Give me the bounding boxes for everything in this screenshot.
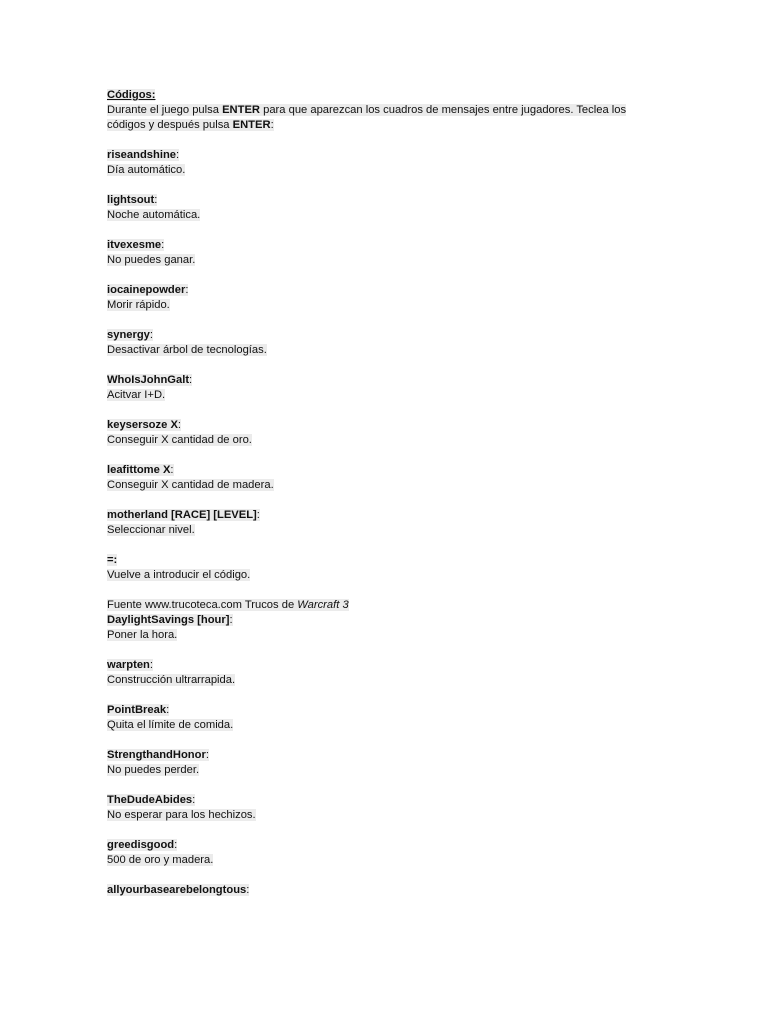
code-description: No esperar para los hechizos. xyxy=(107,809,256,821)
code-name: synergy: xyxy=(107,329,154,341)
source-line: Fuente www.trucoteca.com Trucos de Warcraft 3 xyxy=(107,599,349,611)
code-entry xyxy=(107,328,647,358)
code-description: Quita el límite de comida. xyxy=(107,719,234,731)
code-entry xyxy=(107,508,647,538)
code-description: Construcción ultrarrapida. xyxy=(107,674,236,686)
code-description: Morir rápido. xyxy=(107,299,170,311)
code-name: motherland [RACE] [LEVEL]: xyxy=(107,509,260,521)
code-name: lightsout: xyxy=(107,194,158,206)
code-name: greedisgood: xyxy=(107,839,178,851)
codes-list xyxy=(107,148,647,583)
code-entry xyxy=(107,703,647,733)
code-name: StrengthandHonor: xyxy=(107,749,209,761)
codes-list-continued xyxy=(107,613,647,898)
section-heading: Códigos: xyxy=(107,89,156,101)
code-name: iocainepowder: xyxy=(107,284,189,296)
code-entry xyxy=(107,748,647,778)
code-description: No puedes ganar. xyxy=(107,254,196,266)
code-name: itvexesme: xyxy=(107,239,165,251)
code-entry xyxy=(107,373,647,403)
code-name: =: xyxy=(107,554,118,566)
code-description: Noche automática. xyxy=(107,209,201,221)
code-entry xyxy=(107,238,647,268)
code-name: warpten: xyxy=(107,659,154,671)
code-entry xyxy=(107,148,647,178)
code-entry xyxy=(107,658,647,688)
code-description: Día automático. xyxy=(107,164,186,176)
code-name: allyourbasearebelongtous: xyxy=(107,884,250,896)
code-description: Acitvar I+D. xyxy=(107,389,166,401)
code-name: riseandshine: xyxy=(107,149,180,161)
document-page xyxy=(107,88,647,898)
code-entry xyxy=(107,418,647,448)
code-entry xyxy=(107,838,647,868)
code-entry xyxy=(107,553,647,583)
code-description: Vuelve a introducir el código. xyxy=(107,569,251,581)
code-description: Conseguir X cantidad de oro. xyxy=(107,434,252,446)
code-description: Seleccionar nivel. xyxy=(107,524,195,536)
code-description: Poner la hora. xyxy=(107,629,178,641)
code-entry xyxy=(107,283,647,313)
code-description: Conseguir X cantidad de madera. xyxy=(107,479,274,491)
code-entry xyxy=(107,193,647,223)
code-name: DaylightSavings [hour]: xyxy=(107,614,233,626)
code-name: TheDudeAbides: xyxy=(107,794,196,806)
code-name: WhoIsJohnGalt: xyxy=(107,374,193,386)
code-name: keysersoze X: xyxy=(107,419,182,431)
code-entry xyxy=(107,613,647,643)
code-name: leafittome X: xyxy=(107,464,174,476)
code-description: Desactivar árbol de tecnologías. xyxy=(107,344,267,356)
code-entry xyxy=(107,793,647,823)
code-name: PointBreak: xyxy=(107,704,170,716)
code-description: 500 de oro y madera. xyxy=(107,854,214,866)
code-entry xyxy=(107,883,647,898)
code-entry xyxy=(107,463,647,493)
intro-paragraph: Durante el juego pulsa ENTER para que aparezcan los cuadros de mensajes entre jugadores. Teclea los códigos y después pulsa ENTER: xyxy=(107,104,627,131)
code-description: No puedes perder. xyxy=(107,764,200,776)
